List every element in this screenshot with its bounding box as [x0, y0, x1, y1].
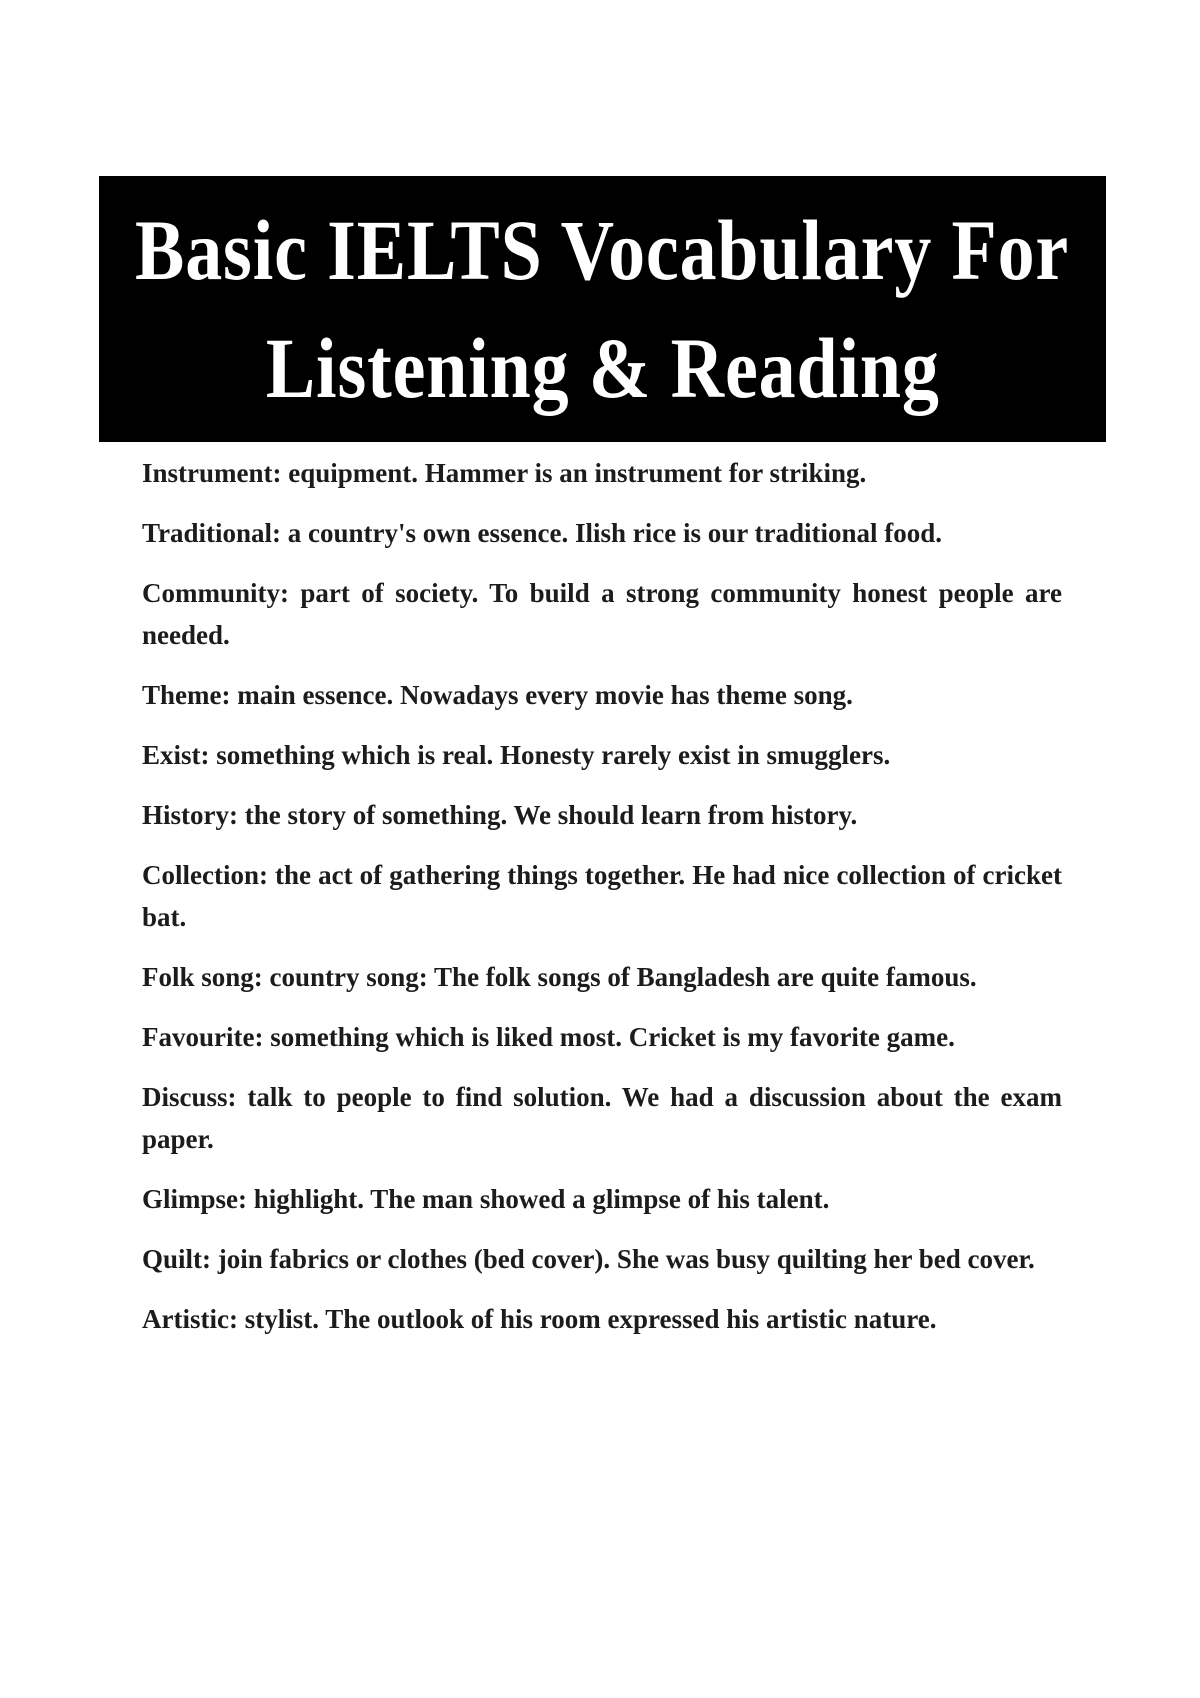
vocab-entry-glimpse: Glimpse: highlight. The man showed a glimpse of his talent.: [142, 1184, 830, 1214]
vocab-entry-folk-song: Folk song: country song: The folk songs of Bangladesh are quite famous.: [142, 962, 977, 992]
vocab-entry-traditional: Traditional: a country's own essence. Ilish rice is our traditional food.: [142, 518, 943, 548]
vocab-entry-exist: Exist: something which is real. Honesty rarely exist in smugglers.: [142, 740, 891, 770]
title-line-1: Basic IELTS Vocabulary For: [135, 202, 1070, 298]
vocab-entry-history: History: the story of something. We should learn from history.: [142, 800, 858, 830]
vocabulary-list: [142, 452, 1062, 1340]
vocab-entry-community: Community: part of society. To build a strong community honest people are needed.: [142, 578, 1062, 650]
title-line-2: Listening & Reading: [265, 320, 940, 416]
vocab-entry-quilt: Quilt: join fabrics or clothes (bed cover). She was busy quilting her bed cover.: [142, 1244, 1035, 1274]
vocab-entry-instrument: Instrument: equipment. Hammer is an instrument for striking.: [142, 458, 867, 488]
title-banner: [99, 176, 1106, 442]
vocab-entry-artistic: Artistic: stylist. The outlook of his room expressed his artistic nature.: [142, 1304, 937, 1334]
vocab-entry-collection: Collection: the act of gathering things together. He had nice collection of cricket bat.: [142, 860, 1062, 932]
vocab-entry-favourite: Favourite: something which is liked most. Cricket is my favorite game.: [142, 1022, 955, 1052]
vocab-entry-discuss: Discuss: talk to people to find solution. We had a discussion about the exam paper.: [142, 1082, 1062, 1154]
vocab-entry-theme: Theme: main essence. Nowadays every movie has theme song.: [142, 680, 853, 710]
